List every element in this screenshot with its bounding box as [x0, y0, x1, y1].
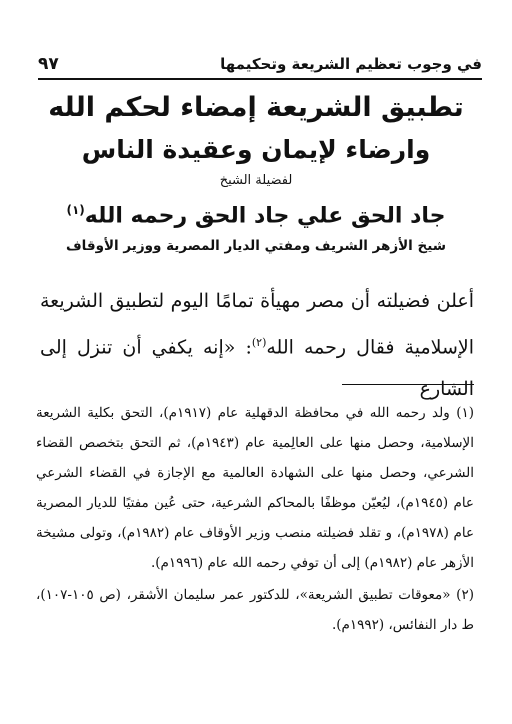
- running-head-title: في وجوب تعظيم الشريعة وتحكيمها: [220, 55, 482, 73]
- article-title-line-2: وارضاء لإيمان وعقيدة الناس: [81, 135, 431, 164]
- author-footnote-ref: (١): [66, 203, 85, 217]
- article-title-block: [40, 86, 472, 258]
- body-footnote-ref: (٢): [251, 336, 267, 349]
- body-paragraph: [40, 280, 474, 410]
- author-position: شيخ الأزهر الشريف ومفتي الديار المصرية ووزير الأوقاف: [65, 238, 447, 255]
- footnote-text: «معوقات تطبيق الشريعة»، للدكتور عمر سليمان الأشقر، (ص ١٠٥-١٠٧)، ط دار النفائس، (١٩٩٢م).: [36, 587, 474, 633]
- footnote-2: [36, 580, 474, 640]
- body-text-part-2: : «إنه يكفي أن تنزل إلى الشارع: [40, 336, 474, 401]
- footnote-separator: [342, 384, 474, 385]
- page-number: ٩٧: [38, 54, 59, 74]
- footnote-1: [36, 398, 474, 578]
- body-text-part-1: أعلن فضيلته أن مصر مهيأة تمامًا اليوم لتطبيق الشريعة الإسلامية فقال رحمه الله: [40, 290, 475, 359]
- footnote-text: ولد رحمه الله في محافظة الدقهلية عام (١٩١٧م)، التحق بكلية الشريعة الإسلامية، وحصل منها على العالِمية عام (١٩٤٣م)، ثم التحق بتخصص القضاء الشرعي، وحصل منها على الشهادة العالمية مع الإجازة في القضاء الشرعي عام (١٩٤٥م)، ليُعيّن موظفًا بالمحاكم الشرعية، حتى عُين مفتيًا للديار المصرية عام (١٩٧٨م)، و تقلد فضيلته منصب وزير الأوقاف عام (١٩٨٢م)، وتولى مشيخة الأزهر عام (١٩٨٢م) إلى أن توفي رحمه الله عام (١٩٩٦م).: [36, 405, 475, 571]
- author-name: جاد الحق علي جاد الحق رحمه الله: [84, 203, 446, 229]
- footnote-number: (٢): [456, 587, 474, 603]
- running-head: [38, 52, 482, 80]
- footnote-number: (١): [456, 405, 475, 421]
- author-name-line: [40, 192, 472, 234]
- article-title-line-1: تطبيق الشريعة إمضاء لحكم الله: [48, 92, 464, 123]
- by-line: لفضيلة الشيخ: [219, 173, 293, 188]
- footnotes: [36, 398, 474, 640]
